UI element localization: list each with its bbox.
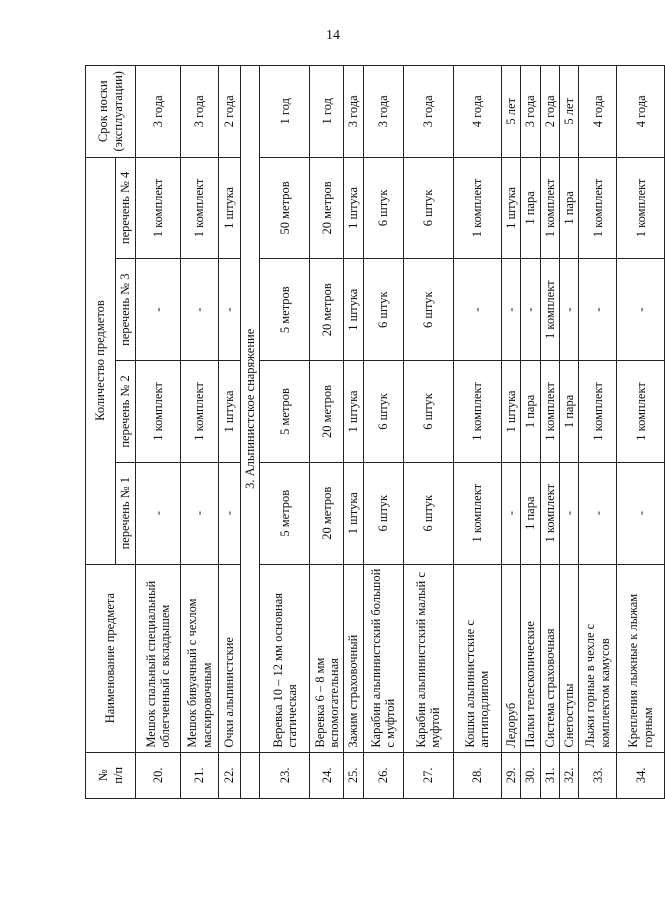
cell-q4: 1 комплект xyxy=(579,157,617,259)
cell-q3: - xyxy=(579,259,617,361)
cell-q1: 1 пара xyxy=(521,462,540,564)
header-list-3: перечень № 3 xyxy=(116,259,136,361)
cell-q3: - xyxy=(521,259,540,361)
cell-q3: - xyxy=(617,259,665,361)
table-row xyxy=(219,66,241,799)
cell-name: Карабин альпинистский большой с муфтой xyxy=(363,564,403,752)
table-row xyxy=(310,66,344,799)
cell-q4: 1 пара xyxy=(559,157,578,259)
cell-q3: - xyxy=(181,259,219,361)
cell-q3: - xyxy=(559,259,578,361)
equipment-table xyxy=(85,65,665,799)
cell-q3: - xyxy=(501,259,520,361)
cell-q3: - xyxy=(136,259,181,361)
cell-q2: 1 штука xyxy=(344,361,363,463)
cell-q4: 50 метров xyxy=(260,157,310,259)
cell-q1: - xyxy=(219,462,241,564)
cell-num: 26. xyxy=(363,752,403,798)
table-row xyxy=(181,66,219,799)
cell-num: 29. xyxy=(501,752,520,798)
cell-q1: - xyxy=(559,462,578,564)
cell-term: 3 года xyxy=(403,66,453,158)
cell-q1: - xyxy=(617,462,665,564)
cell-name: Мешок спальный специальный облегченный с вкладышем xyxy=(136,564,181,752)
cell-name: Палки телескопические xyxy=(521,564,540,752)
cell-name: Лыжи горные в чехле с комплектом камусов xyxy=(579,564,617,752)
cell-num: 32. xyxy=(559,752,578,798)
cell-term: 1 год xyxy=(260,66,310,158)
cell-q2: 20 метров xyxy=(310,361,344,463)
cell-term: 1 год xyxy=(310,66,344,158)
cell-term: 3 года xyxy=(344,66,363,158)
rotated-table-wrapper xyxy=(85,65,655,799)
cell-q2: 1 пара xyxy=(559,361,578,463)
table-header xyxy=(86,66,136,799)
cell-num: 27. xyxy=(403,752,453,798)
cell-name: Снегоступы xyxy=(559,564,578,752)
cell-q2: 1 комплект xyxy=(540,361,559,463)
cell-term: 4 года xyxy=(579,66,617,158)
cell-q3: 5 метров xyxy=(260,259,310,361)
table-row xyxy=(344,66,363,799)
cell-q4: 6 штук xyxy=(403,157,453,259)
cell-name: Мешок бивуачный с чехлом маскировочным xyxy=(181,564,219,752)
cell-q2: 1 комплект xyxy=(617,361,665,463)
cell-term: 5 лет xyxy=(559,66,578,158)
table-row xyxy=(617,66,665,799)
cell-q4: 1 комплект xyxy=(453,157,501,259)
table-row xyxy=(136,66,181,799)
cell-name: Зажим страховочный xyxy=(344,564,363,752)
cell-q2: 1 комплект xyxy=(136,361,181,463)
cell-q2: 1 комплект xyxy=(579,361,617,463)
cell-name: Крепления лыжные к лыжам горным xyxy=(617,564,665,752)
cell-num: 25. xyxy=(344,752,363,798)
cell-term: 3 года xyxy=(136,66,181,158)
cell-q2: 6 штук xyxy=(403,361,453,463)
header-num: № п/п xyxy=(86,752,136,798)
cell-q1: - xyxy=(181,462,219,564)
cell-term: 3 года xyxy=(181,66,219,158)
header-name: Наименование предмета xyxy=(86,564,136,752)
cell-num: 30. xyxy=(521,752,540,798)
cell-term: 4 года xyxy=(617,66,665,158)
cell-q1: 1 комплект xyxy=(540,462,559,564)
section-title: 3. Альпинистское снаряжение xyxy=(241,66,260,753)
header-list-2: перечень № 2 xyxy=(116,361,136,463)
cell-q4: 1 комплект xyxy=(617,157,665,259)
header-list-1: перечень № 1 xyxy=(116,462,136,564)
header-term: Срок носки (эксплуатации) xyxy=(86,66,136,158)
cell-q1: 6 штук xyxy=(363,462,403,564)
table-row xyxy=(559,66,578,799)
cell-term: 4 года xyxy=(453,66,501,158)
cell-num: 33. xyxy=(579,752,617,798)
table-row xyxy=(540,66,559,799)
cell-num: 28. xyxy=(453,752,501,798)
cell-q2: 5 метров xyxy=(260,361,310,463)
cell-q4: 6 штук xyxy=(363,157,403,259)
cell-q2: 1 комплект xyxy=(453,361,501,463)
cell-q4: 1 комплект xyxy=(540,157,559,259)
cell-q3: - xyxy=(219,259,241,361)
page-number: 14 xyxy=(326,28,340,43)
cell-q4: 20 метров xyxy=(310,157,344,259)
cell-q3: 6 штук xyxy=(363,259,403,361)
table-row xyxy=(579,66,617,799)
table-row xyxy=(403,66,453,799)
table-row xyxy=(521,66,540,799)
cell-q4: 1 пара xyxy=(521,157,540,259)
cell-term: 5 лет xyxy=(501,66,520,158)
cell-q2: 1 комплект xyxy=(181,361,219,463)
table-body xyxy=(136,66,665,799)
cell-name: Веревка 10 – 12 мм основная статическая xyxy=(260,564,310,752)
cell-name: Карабин альпинистский малый с муфтой xyxy=(403,564,453,752)
cell-q1: - xyxy=(501,462,520,564)
cell-term: 3 года xyxy=(521,66,540,158)
cell-q1: 5 метров xyxy=(260,462,310,564)
cell-name: Веревка 6 – 8 мм вспомогательная xyxy=(310,564,344,752)
cell-q1: 1 комплект xyxy=(453,462,501,564)
cell-name: Очки альпинистские xyxy=(219,564,241,752)
cell-q4: 1 комплект xyxy=(136,157,181,259)
table-row xyxy=(453,66,501,799)
cell-q2: 1 пара xyxy=(521,361,540,463)
cell-q4: 1 штука xyxy=(344,157,363,259)
cell-q2: 1 штука xyxy=(501,361,520,463)
cell-name: Система страховочная xyxy=(540,564,559,752)
cell-q3: 1 штука xyxy=(344,259,363,361)
cell-q1: - xyxy=(579,462,617,564)
cell-num: 24. xyxy=(310,752,344,798)
cell-term: 2 года xyxy=(540,66,559,158)
cell-term: 3 года xyxy=(363,66,403,158)
cell-q4: 1 штука xyxy=(219,157,241,259)
cell-q4: 1 штука xyxy=(501,157,520,259)
cell-q4: 1 комплект xyxy=(181,157,219,259)
cell-q2: 1 штука xyxy=(219,361,241,463)
section-row xyxy=(241,66,260,799)
cell-q1: 6 штук xyxy=(403,462,453,564)
cell-q1: 20 метров xyxy=(310,462,344,564)
cell-num: 21. xyxy=(181,752,219,798)
cell-term: 2 года xyxy=(219,66,241,158)
cell-num: 34. xyxy=(617,752,665,798)
cell-name: Ледоруб xyxy=(501,564,520,752)
cell-q3: 20 метров xyxy=(310,259,344,361)
cell-num: 31. xyxy=(540,752,559,798)
header-quantity: Количество предметов xyxy=(86,157,116,564)
cell-name: Кошки альпинистские с антиподлипом xyxy=(453,564,501,752)
table-row xyxy=(501,66,520,799)
cell-q3: 6 штук xyxy=(403,259,453,361)
table-row xyxy=(260,66,310,799)
cell-q1: 1 штука xyxy=(344,462,363,564)
cell-q3: 1 комплект xyxy=(540,259,559,361)
cell-num: 20. xyxy=(136,752,181,798)
header-list-4: перечень № 4 xyxy=(116,157,136,259)
cell-q3: - xyxy=(453,259,501,361)
cell-num: 22. xyxy=(219,752,241,798)
cell-q2: 6 штук xyxy=(363,361,403,463)
cell-num: 23. xyxy=(260,752,310,798)
table-row xyxy=(363,66,403,799)
cell-q1: - xyxy=(136,462,181,564)
